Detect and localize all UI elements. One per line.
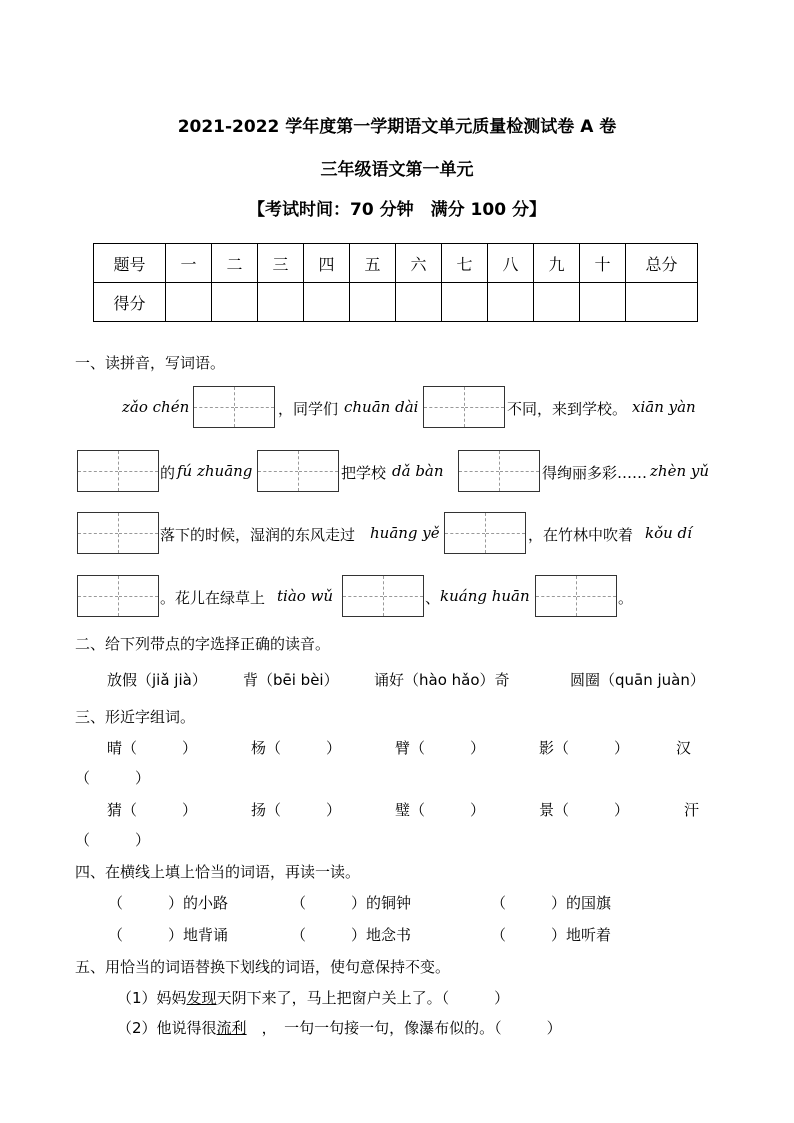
text: 。 [618, 589, 634, 607]
table-cell: 六 [396, 244, 442, 283]
text: 的 [160, 464, 176, 482]
table-cell: 八 [488, 244, 534, 283]
score-input-cell[interactable] [534, 283, 580, 322]
writing-box[interactable] [342, 575, 424, 617]
pinyin: zhèn yǔ [650, 462, 710, 480]
pinyin: dǎ bàn [392, 462, 444, 480]
q3-item-cont: （ ） [75, 769, 151, 787]
q5-sentence-2 [117, 1017, 562, 1038]
q3-item: 景（ ） [539, 801, 630, 819]
q1-heading: 一、读拼音，写词语。 [75, 354, 226, 372]
sentence-text: （2）他说得很 [117, 1019, 217, 1037]
pinyin: xiān yàn [632, 398, 696, 416]
writing-box[interactable] [77, 575, 159, 617]
score-input-cell[interactable] [488, 283, 534, 322]
score-input-cell[interactable] [626, 283, 698, 322]
score-table-score-row [94, 283, 698, 322]
sentence-text: ， 一句一句接一句，像瀑布似的。（ ） [246, 1019, 562, 1037]
score-table-header-row [94, 244, 698, 283]
q3-item-cont: （ ） [75, 831, 151, 849]
table-cell: 九 [534, 244, 580, 283]
q4-item: （ ）的国旗 [491, 894, 612, 912]
score-input-cell[interactable] [258, 283, 304, 322]
score-input-cell[interactable] [580, 283, 626, 322]
score-input-cell[interactable] [396, 283, 442, 322]
table-cell: 总分 [626, 244, 698, 283]
pinyin: huāng yě [370, 524, 440, 542]
q4-item: （ ）地背诵 [108, 926, 229, 944]
table-cell: 五 [350, 244, 396, 283]
table-cell: 四 [304, 244, 350, 283]
pinyin: chuān dài [344, 398, 419, 416]
q3-item: 影（ ） [539, 739, 630, 757]
q2-heading: 二、给下列带点的字选择正确的读音。 [75, 635, 331, 653]
sentence-text: （1）妈妈 [117, 989, 187, 1007]
exam-info: 【考试时间：70 分钟 满分 100 分】 [248, 200, 546, 220]
sentence-text: 天阴下来了，马上把窗户关上了。（ ） [216, 989, 510, 1007]
writing-box[interactable] [444, 512, 526, 554]
score-input-cell[interactable] [166, 283, 212, 322]
text: 把学校 [341, 464, 387, 482]
table-cell: 十 [580, 244, 626, 283]
exam-subtitle: 三年级语文第一单元 [320, 160, 474, 180]
table-cell: 七 [442, 244, 488, 283]
text: 、 [425, 589, 441, 607]
score-input-cell[interactable] [442, 283, 488, 322]
writing-box[interactable] [458, 450, 540, 492]
text: 。花儿在绿草上 [160, 589, 266, 607]
q3-item: 晴（ ） [107, 739, 198, 757]
q3-item: 扬（ ） [251, 801, 342, 819]
q5-sentence-1 [117, 987, 509, 1008]
table-cell: 三 [258, 244, 304, 283]
pinyin: kuáng huān [440, 587, 530, 605]
q5-heading: 五、用恰当的词语替换下划线的词语，使句意保持不变。 [75, 958, 451, 976]
pinyin: kǒu dí [645, 524, 692, 542]
q2-item: 放假（jiǎ jià） [107, 671, 207, 689]
table-cell: 题号 [94, 244, 166, 283]
q4-item: （ ）地念书 [291, 926, 412, 944]
text: ，在竹林中吹着 [528, 526, 634, 544]
score-input-cell[interactable] [350, 283, 396, 322]
q3-item: 璧（ ） [395, 801, 486, 819]
q4-item: （ ）地听着 [491, 926, 612, 944]
table-cell: 得分 [94, 283, 166, 322]
writing-box[interactable] [77, 512, 159, 554]
q3-heading: 三、形近字组词。 [75, 708, 196, 726]
text: 得绚丽多彩…… [542, 464, 648, 482]
writing-box[interactable] [535, 575, 617, 617]
q3-item: 臂（ ） [395, 739, 486, 757]
writing-box[interactable] [423, 386, 505, 428]
q4-heading: 四、在横线上填上恰当的词语，再读一读。 [75, 863, 361, 881]
pinyin: fú zhuāng [177, 462, 253, 480]
q3-item: 猜（ ） [107, 801, 198, 819]
exam-title: 2021-2022 学年度第一学期语文单元质量检测试卷 A 卷 [177, 117, 617, 137]
q3-item: 杨（ ） [251, 739, 342, 757]
score-table [93, 243, 698, 322]
writing-box[interactable] [257, 450, 339, 492]
q3-item: 汗 [684, 801, 700, 819]
score-input-cell[interactable] [304, 283, 350, 322]
q2-item: 背（bēi bèi） [243, 671, 339, 689]
writing-box[interactable] [77, 450, 159, 492]
pinyin: zǎo chén [122, 398, 190, 416]
text: ，同学们 [278, 400, 339, 418]
q3-item: 汉 [676, 739, 692, 757]
table-cell: 一 [166, 244, 212, 283]
pinyin: tiào wǔ [277, 587, 334, 605]
score-input-cell[interactable] [212, 283, 258, 322]
underlined-word: 发现 [186, 989, 217, 1007]
q2-item: 诵好（hào hǎo）奇 [374, 671, 510, 689]
writing-box[interactable] [193, 386, 275, 428]
table-cell: 二 [212, 244, 258, 283]
q4-item: （ ）的小路 [108, 894, 229, 912]
text: 不同，来到学校。 [507, 400, 628, 418]
text: 落下的时候，湿润的东风走过 [160, 526, 356, 544]
q2-item: 圆圈（quān juàn） [570, 671, 705, 689]
q4-item: （ ）的铜钟 [291, 894, 412, 912]
underlined-word: 流利 [216, 1019, 247, 1037]
